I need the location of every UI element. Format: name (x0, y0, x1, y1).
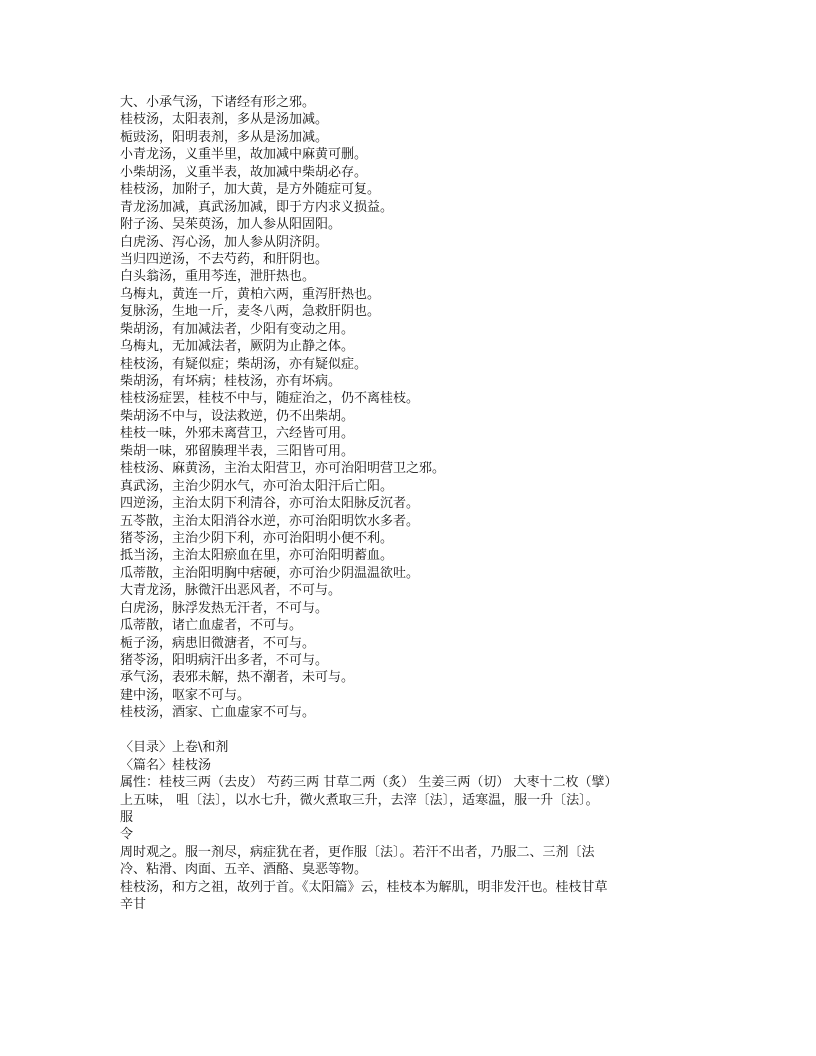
text-line: 瓜蒂散，主治阳明胸中痞硬，亦可治少阴温温欲吐。 (120, 565, 420, 581)
text-line: 当归四逆汤，不去芍药，和肝阴也。 (120, 251, 329, 267)
text-line: 〈目录〉上卷\和剂 (120, 740, 229, 756)
text-line: 猪苓汤，主治少阴下利，亦可治阳明小便不利。 (120, 530, 394, 546)
text-line: 建中汤，呕家不可与。 (120, 687, 251, 703)
text-line: 服 (120, 809, 134, 825)
text-line: 白虎汤，脉浮发热无汗者，不可与。 (120, 600, 329, 616)
text-line: 小柴胡汤，义重半表，故加减中柴胡必存。 (120, 164, 368, 180)
text-line: 上五味， 咀〔法〕，以水七升，微火煮取三升，去滓〔法〕，适寒温，服一升〔法〕。 (120, 792, 599, 808)
text-line: 抵当汤，主治太阳瘀血在里，亦可治阳明蓄血。 (120, 548, 394, 564)
text-line: 白虎汤、泻心汤，加人参从阴济阴。 (120, 234, 329, 250)
text-line: 瓜蒂散，诸亡血虚者，不可与。 (120, 618, 303, 634)
text-line: 猪苓汤，阳明病汗出多者，不可与。 (120, 653, 329, 668)
text-line: 乌梅丸，黄连一斤，黄柏六两，重泻肝热也。 (120, 286, 381, 302)
text-line: 桂枝汤、麻黄汤，主治太阳营卫，亦可治阳明营卫之邪。 (120, 461, 446, 477)
text-line: 属性：桂枝三两（去皮） 芍药三两 甘草二两（炙） 生姜三两（切） 大枣十二枚（擘） (120, 775, 618, 791)
text-line: 柴胡汤不中与，设法救逆，仍不出柴胡。 (120, 408, 355, 424)
text-line: 栀子汤，病患旧微溏者，不可与。 (120, 635, 316, 651)
text-line: 周时观之。服一剂尽，病症犹在者，更作服〔法〕。若汗不出者，乃服二、三剂〔法 (120, 844, 595, 860)
text-line: 〈篇名〉桂枝汤 (120, 757, 212, 773)
text-line: 承气汤，表邪未解，热不潮者，未可与。 (120, 670, 355, 686)
text-line: 桂枝一味，外邪未离营卫，六经皆可用。 (120, 426, 355, 442)
text-line: 大、小承气汤，下诸经有形之邪。 (120, 95, 316, 110)
blank-line (120, 722, 700, 739)
text-line: 桂枝汤，加附子，加大黄，是方外随症可复。 (120, 182, 381, 198)
text-line: 五苓散，主治太阳消谷水逆，亦可治阳明饮水多者。 (120, 513, 420, 529)
text-line: 柴胡汤，有坏病；桂枝汤，亦有坏病。 (120, 374, 342, 389)
text-line: 桂枝汤症罢，桂枝不中与，随症治之，仍不离桂枝。 (120, 391, 420, 407)
text-line: 真武汤，主治少阴水气，亦可治太阳汗后亡阳。 (120, 478, 394, 494)
text-line: 四逆汤，主治太阴下利清谷，亦可治太阳脉反沉者。 (120, 496, 420, 512)
text-line: 白头翁汤，重用芩连，泄肝热也。 (120, 269, 316, 285)
text-line: 桂枝汤，有疑似症；柴胡汤，亦有疑似症。 (120, 356, 368, 372)
text-line: 辛甘 (120, 897, 147, 913)
text-line: 柴胡汤，有加减法者，少阳有变动之用。 (120, 321, 355, 337)
text-line: 桂枝汤，太阳表剂，多从是汤加减。 (120, 112, 329, 128)
text-line: 复脉汤，生地一斤，麦冬八两，急救肝阴也。 (120, 304, 381, 320)
text-line: 桂枝汤，和方之祖，故列于首。《太阳篇》云，桂枝本为解肌，明非发汗也。桂枝甘草 (120, 879, 608, 895)
text-line: 冷、粘滑、肉面、五辛、酒酪、臭恶等物。 (120, 862, 368, 878)
text-line: 令 (120, 827, 134, 843)
document-page (120, 94, 700, 914)
text-line: 大青龙汤，脉微汗出恶风者，不可与。 (120, 583, 342, 599)
text-line: 青龙汤加减，真武汤加减，即于方内求义损益。 (120, 199, 394, 215)
text-line: 柴胡一味，邪留腠理半表，三阳皆可用。 (120, 443, 355, 459)
text-line: 附子汤、吴茱萸汤，加人参从阳固阳。 (120, 217, 342, 233)
text-line: 小青龙汤，义重半里，故加减中麻黄可删。 (120, 147, 368, 163)
text-line: 栀豉汤，阳明表剂，多从是汤加减。 (120, 129, 329, 145)
text-line: 桂枝汤，酒家、亡血虚家不可与。 (120, 705, 316, 721)
text-line: 乌梅丸，无加减法者，厥阴为止静之体。 (120, 339, 355, 355)
